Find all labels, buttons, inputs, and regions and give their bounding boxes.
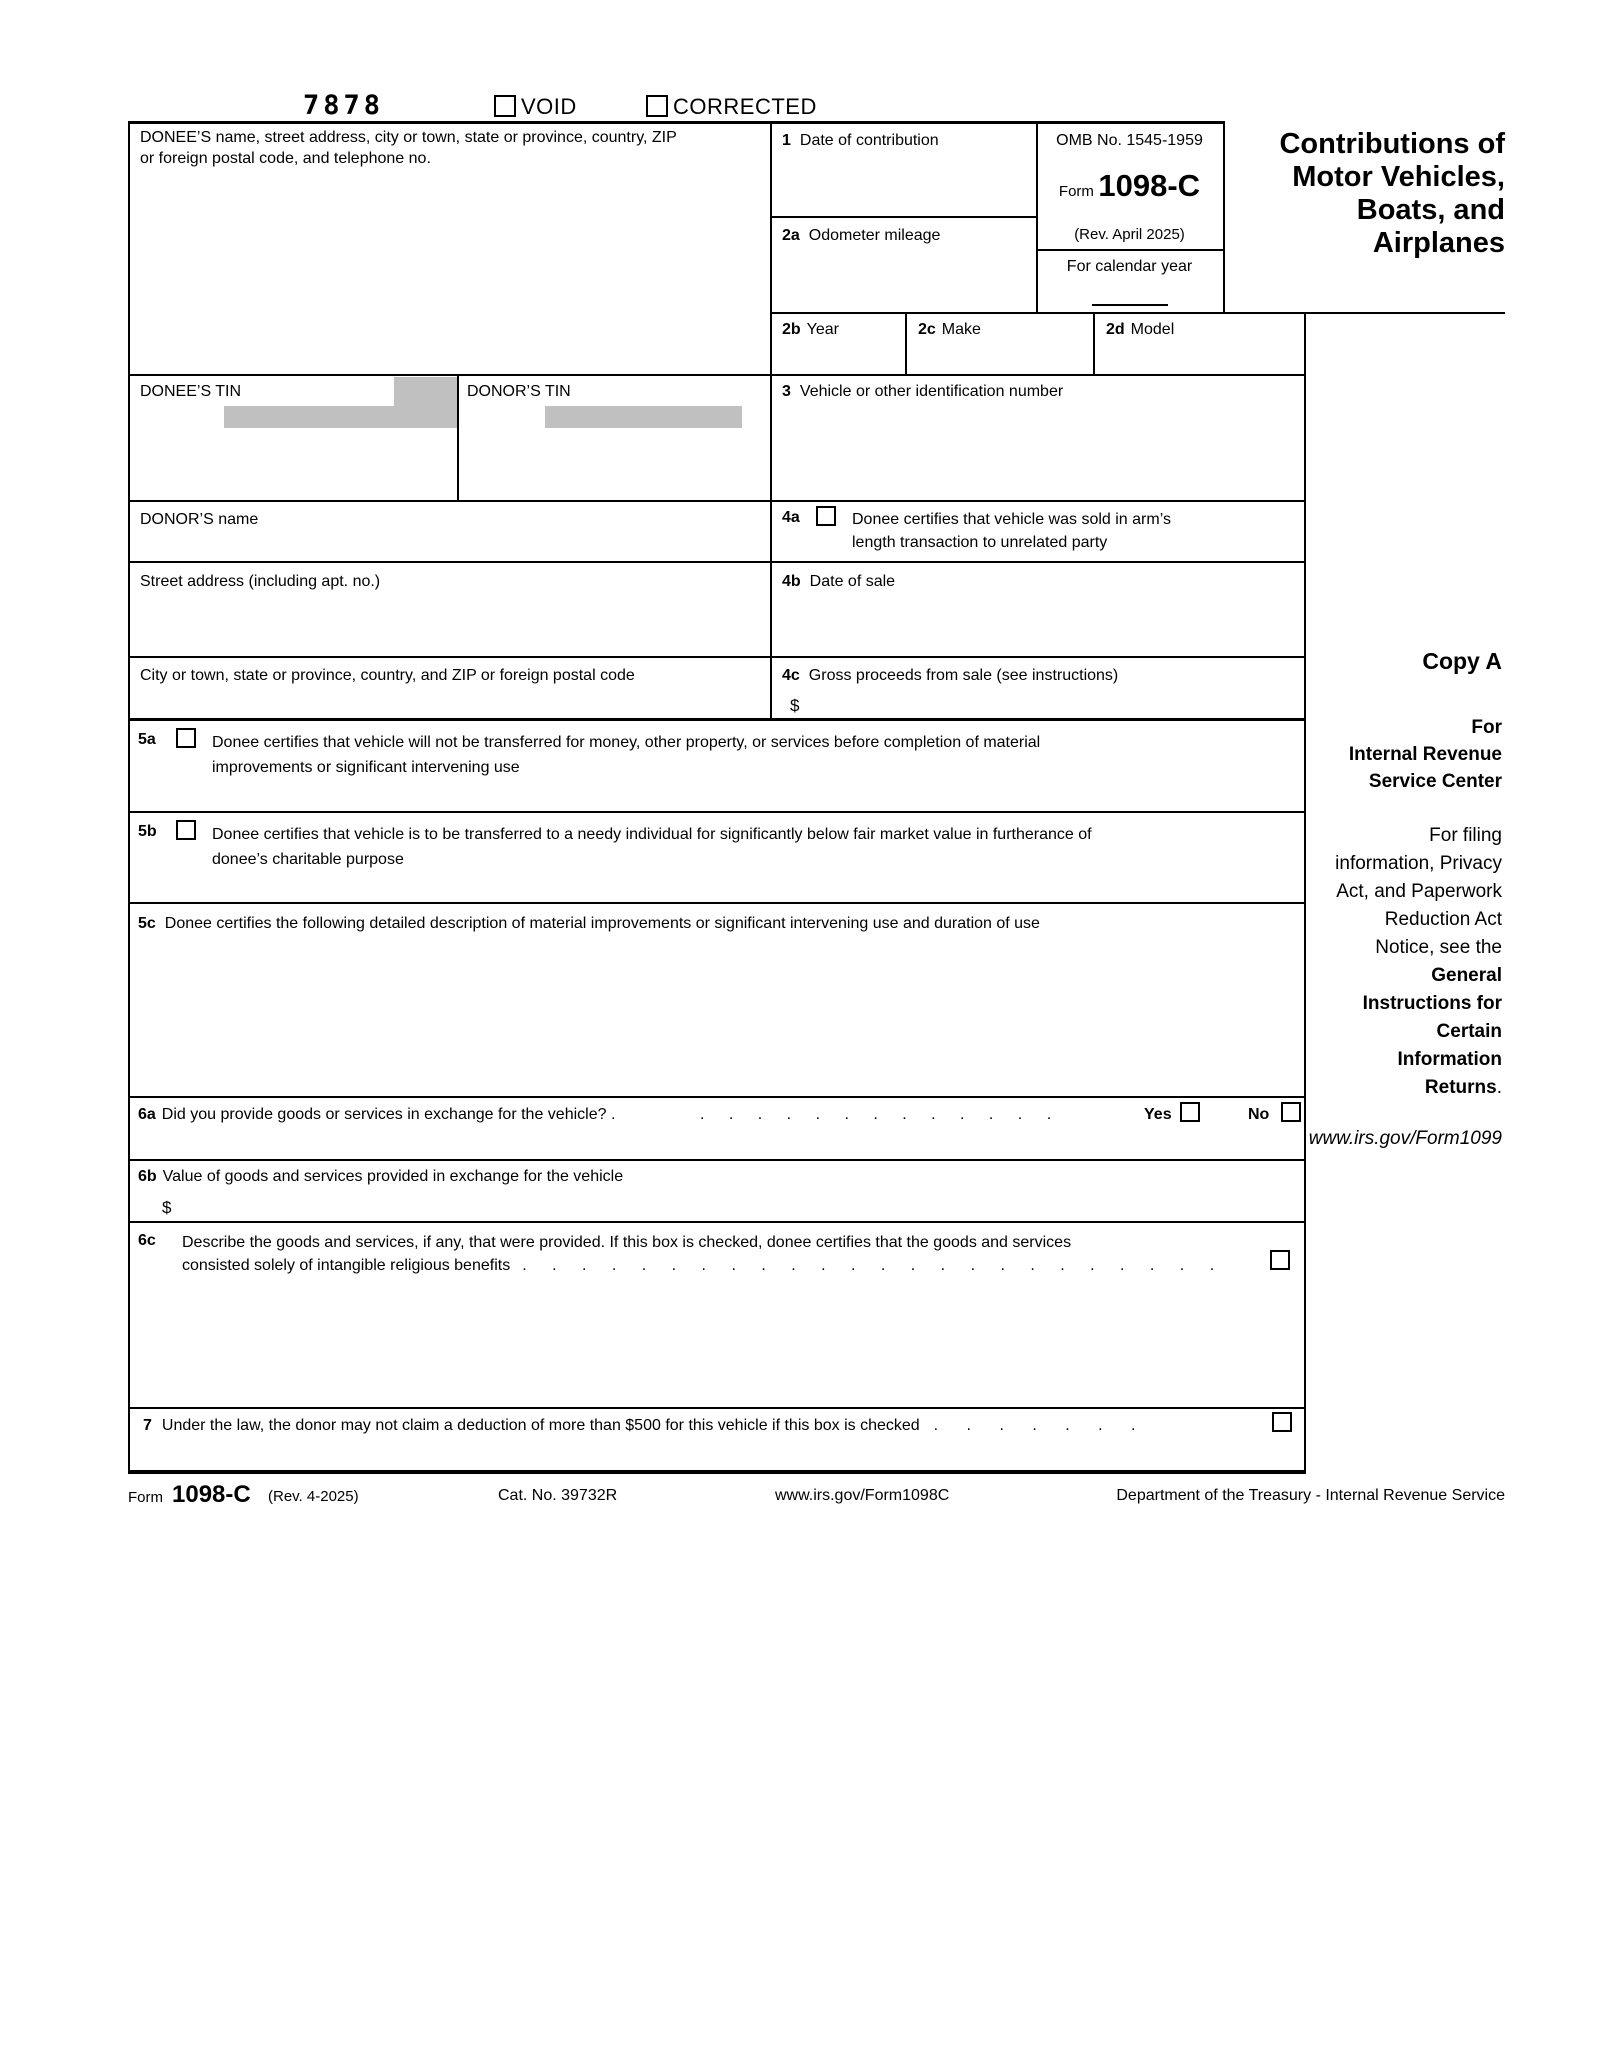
filing-note-line: information, Privacy	[1335, 853, 1502, 874]
tin-shade-area	[545, 406, 742, 428]
donee-info-line1: DONEE’S name, street address, city or town, state or province, country, ZIP	[140, 129, 677, 146]
box6a-no-label: No	[1248, 1106, 1270, 1123]
box6b-number: 6b	[138, 1168, 157, 1185]
donee-info-label	[140, 127, 780, 169]
box2a-number: 2a	[782, 227, 800, 244]
calendar-year-label: For calendar year	[1066, 258, 1193, 275]
box1-number: 1	[782, 132, 791, 149]
box2a-label	[782, 226, 940, 246]
filing-note-returns: Returns	[1424, 1077, 1497, 1098]
grid-line	[128, 121, 130, 1474]
box3-number: 3	[782, 383, 791, 400]
void-label: VOID	[521, 94, 577, 119]
footer-url: www.irs.gov/Form1098C	[775, 1487, 950, 1504]
box7-number: 7	[143, 1417, 152, 1434]
filing-note-line: Act, and Paperwork	[1336, 881, 1502, 902]
void-checkbox[interactable]	[494, 95, 516, 117]
box2d-number: 2d	[1106, 321, 1125, 338]
box6c-line2	[182, 1254, 1215, 1277]
box5c-text: Donee certifies the following detailed description of material improvements or significant intervening use and duration of use	[164, 915, 1040, 932]
box6a-number: 6a	[138, 1106, 156, 1123]
box4b-label	[782, 572, 895, 592]
box5b-line2: donee’s charitable purpose	[212, 851, 404, 868]
box6a-yes-checkbox[interactable]	[1180, 1102, 1200, 1122]
box4a-label	[852, 508, 1171, 554]
box7-dot-leader: . . . . . . .	[933, 1417, 1137, 1434]
filing-note-line-bold: Instructions for	[1362, 993, 1502, 1014]
form-word: Form	[1058, 183, 1094, 200]
box4b-number: 4b	[782, 573, 801, 590]
grid-line	[905, 312, 907, 376]
box6a-no-checkbox[interactable]	[1281, 1102, 1301, 1122]
form-title-line: Motor Vehicles,	[1292, 161, 1505, 193]
box6a-dot-leader: . . . . . . . . . . . . .	[700, 1106, 1053, 1123]
street-address-label: Street address (including apt. no.)	[140, 573, 381, 590]
donor-name-label: DONOR’S name	[140, 511, 259, 528]
grid-line	[128, 374, 1306, 376]
form-title-line: Contributions of	[1279, 128, 1505, 160]
form-number-block	[1036, 168, 1223, 204]
box1-text: Date of contribution	[799, 132, 939, 149]
box6c-number: 6c	[138, 1232, 156, 1249]
box2a-text: Odometer mileage	[808, 227, 941, 244]
calendar-year-blank[interactable]	[1092, 304, 1168, 306]
grid-line	[1093, 312, 1095, 376]
box2b-number: 2b	[782, 321, 801, 338]
filing-note-line-bold: General	[1431, 965, 1502, 986]
grid-line	[128, 718, 1306, 721]
box5b-label	[212, 822, 1092, 872]
footer-catalog-number: Cat. No. 39732R	[498, 1487, 618, 1504]
form-number-large: 1098-C	[1098, 168, 1201, 203]
form-title-line: Airplanes	[1372, 227, 1505, 259]
grid-line	[128, 1470, 1306, 1474]
box2c-number: 2c	[918, 321, 936, 338]
copy-a-label: Copy A	[1422, 648, 1502, 674]
tin-shade-area	[224, 406, 457, 428]
filing-note-period: .	[1496, 1077, 1502, 1098]
grid-line	[770, 216, 1038, 218]
box5a-label	[212, 730, 1040, 780]
filing-note-last-line	[1287, 1074, 1502, 1102]
donor-tin-label: DONOR’S TIN	[467, 383, 571, 400]
copy-recipient-line: Service Center	[1368, 771, 1502, 792]
box6a-yes-label: Yes	[1144, 1106, 1172, 1123]
box5c-number: 5c	[138, 915, 156, 932]
corrected-label: CORRECTED	[673, 94, 817, 119]
box3-text: Vehicle or other identification number	[799, 383, 1064, 400]
revision-label: (Rev. April 2025)	[1074, 226, 1185, 243]
box2b-text: Year	[806, 321, 839, 338]
grid-line	[770, 121, 772, 720]
box4c-text: Gross proceeds from sale (see instructions)	[808, 667, 1119, 684]
city-label: City or town, state or province, country, and ZIP or foreign postal code	[140, 667, 635, 684]
box3-label	[782, 382, 1063, 402]
grid-line	[128, 811, 1306, 813]
form-title	[1175, 128, 1505, 260]
box6c-dot-leader: . . . . . . . . . . . . . . . . . . . . . . . .	[522, 1257, 1216, 1274]
copy-recipient-line: For	[1471, 717, 1502, 738]
filing-note	[1287, 822, 1502, 1102]
grid-line	[128, 902, 1306, 904]
box6c-line2-text: consisted solely of intangible religious benefits	[182, 1257, 511, 1274]
box5b-line1: Donee certifies that vehicle is to be transferred to a needy individual for significantly below fair market value in furtherance of	[212, 826, 1092, 843]
box6b-currency-symbol: $	[162, 1198, 172, 1217]
donee-tin-label: DONEE’S TIN	[140, 383, 242, 400]
box6a-label	[138, 1105, 615, 1125]
box6a-text: Did you provide goods or services in exchange for the vehicle? .	[161, 1106, 616, 1123]
box5a-line2: improvements or significant intervening use	[212, 759, 520, 776]
form-title-line: Boats, and	[1356, 194, 1505, 226]
box6b-label	[138, 1167, 623, 1187]
grid-line	[128, 121, 1225, 124]
box5c-label	[138, 914, 1040, 934]
box4b-text: Date of sale	[809, 573, 896, 590]
footer-form-number: 1098-C	[172, 1481, 251, 1508]
box4a-line2: length transaction to unrelated party	[852, 534, 1108, 551]
copy-recipient-label	[1282, 714, 1502, 795]
filing-note-line-bold: Certain	[1436, 1021, 1502, 1042]
box1-label	[782, 131, 939, 151]
copy-recipient-line: Internal Revenue	[1348, 744, 1502, 765]
box7-checkbox[interactable]	[1272, 1412, 1292, 1432]
grid-line	[457, 374, 459, 502]
box4c-currency-symbol: $	[790, 696, 800, 715]
grid-line	[128, 500, 1306, 502]
box4c-number: 4c	[782, 667, 800, 684]
box4a-checkbox[interactable]	[816, 506, 836, 526]
box5a-number: 5a	[138, 731, 156, 748]
box5a-checkbox[interactable]	[176, 728, 196, 748]
grid-line	[770, 312, 1505, 314]
tin-shade-area	[394, 377, 457, 407]
box5a-line1: Donee certifies that vehicle will not be transferred for money, other property, or services before completion of material	[212, 734, 1041, 751]
box6b-text: Value of goods and services provided in exchange for the vehicle	[162, 1168, 624, 1185]
box7-label	[143, 1416, 1136, 1436]
omb-number: OMB No. 1545-1959	[1056, 132, 1203, 149]
box6c-label	[182, 1231, 1215, 1277]
box6c-line1: Describe the goods and services, if any, that were provided. If this box is checked, donee certifies that the goods and services	[182, 1234, 1072, 1251]
print-code: 7878	[303, 90, 385, 121]
grid-line	[128, 1096, 1306, 1098]
grid-line	[128, 1221, 1306, 1223]
box2c-text: Make	[941, 321, 981, 338]
box2b-label	[782, 320, 839, 340]
grid-line	[128, 1159, 1306, 1161]
filing-note-line: Notice, see the	[1375, 937, 1502, 958]
corrected-checkbox[interactable]	[646, 95, 668, 117]
box4c-label	[782, 666, 1118, 686]
footer-department: Department of the Treasury - Internal Revenue Service	[1116, 1487, 1505, 1504]
box2d-text: Model	[1130, 321, 1175, 338]
grid-line	[128, 1407, 1306, 1409]
filing-note-line: For filing	[1429, 825, 1502, 846]
box2c-label	[918, 320, 981, 340]
sidebar-url: www.irs.gov/Form1099	[1308, 1128, 1502, 1149]
donee-info-line2: or foreign postal code, and telephone no.	[140, 150, 431, 167]
box2d-label	[1106, 320, 1174, 340]
footer-revision: (Rev. 4-2025)	[268, 1488, 359, 1505]
box4a-number: 4a	[782, 509, 800, 526]
box4a-line1: Donee certifies that vehicle was sold in arm’s	[852, 511, 1171, 528]
box6c-checkbox[interactable]	[1270, 1250, 1290, 1270]
grid-line	[128, 561, 1306, 563]
box7-text: Under the law, the donor may not claim a deduction of more than $500 for this vehicle if this box is checked	[161, 1417, 920, 1434]
grid-line	[128, 656, 1306, 658]
footer-form-word: Form	[128, 1489, 163, 1506]
filing-note-line-bold: Information	[1397, 1049, 1502, 1070]
box5b-checkbox[interactable]	[176, 820, 196, 840]
box5b-number: 5b	[138, 823, 157, 840]
filing-note-line: Reduction Act	[1384, 909, 1502, 930]
